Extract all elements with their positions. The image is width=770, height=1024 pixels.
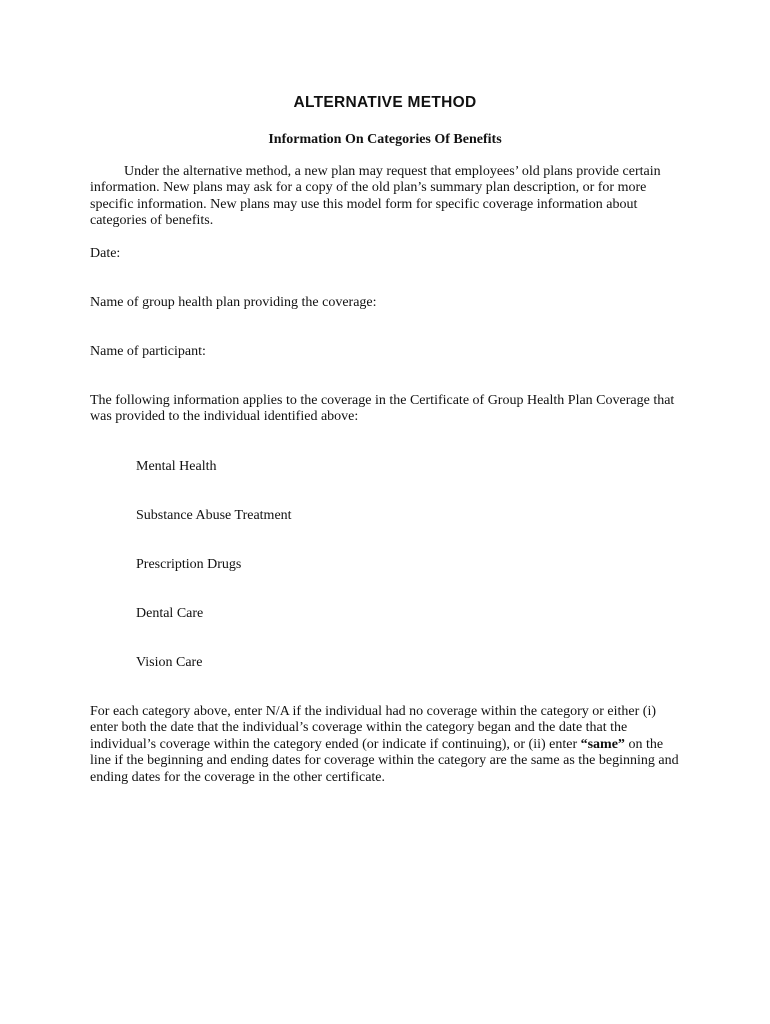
- intro-paragraph: Under the alternative method, a new plan may request that employees’ old plans provide certain information. New plans may ask for a copy of the old plan’s summary plan description, or for more specific information. New plans may use this model form for specific coverage information about categories of benefits.: [90, 164, 661, 229]
- plan-name-field-label: Name of group health plan providing the coverage:: [90, 295, 377, 310]
- closing-emphasis-same: “same”: [580, 736, 625, 752]
- closing-text-part1: For each category above, enter N/A if the individual had no coverage within the category or either (i) enter both the date that the individual’s coverage within the category began and the date that the individual’s coverage within the category ended (or indicate if continuing), or (ii) enter: [90, 704, 657, 752]
- category-prescription-drugs: Prescription Drugs: [136, 557, 242, 572]
- category-substance-abuse: Substance Abuse Treatment: [136, 508, 292, 523]
- participant-field-label: Name of participant:: [90, 344, 206, 359]
- category-dental-care: Dental Care: [136, 606, 204, 621]
- closing-text-part2: on the line if the beginning and ending dates for coverage within the category are the same as the beginning and ending dates for the coverage in the other certificate.: [90, 736, 679, 785]
- applies-paragraph: The following information applies to the coverage in the Certificate of Group Health Plan Coverage that was provided to the individual identified above:: [90, 393, 675, 425]
- document-title: ALTERNATIVE METHOD: [293, 94, 477, 111]
- document-subtitle: Information On Categories Of Benefits: [268, 132, 502, 147]
- category-vision-care: Vision Care: [136, 655, 203, 670]
- category-mental-health: Mental Health: [136, 459, 217, 474]
- date-field-label: Date:: [90, 246, 121, 261]
- closing-paragraph: [90, 704, 682, 786]
